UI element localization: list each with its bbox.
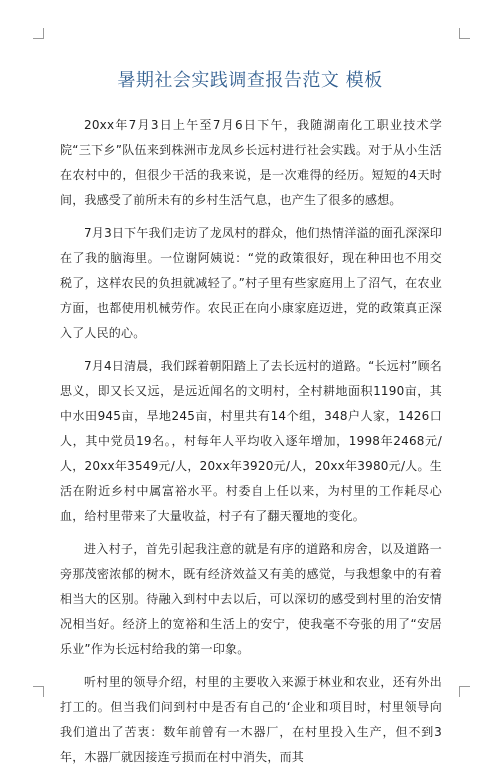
crop-mark-bottom-right xyxy=(459,686,470,697)
document-title: 暑期社会实践调查报告范文 模板 xyxy=(117,70,383,91)
paragraph-3: 7月4日清晨，我们踩着朝阳踏上了去长远村的道路。“长远村”顾名思义，即又长又远，是远近闻名的文明村，全村耕地面积1190亩，其中水田945亩，旱地245亩，村里共有14个组，348户人家，1426口人，其中党员19名。，村每年人平均收入逐年增加，1998年2468元/人，20xx年3549元/人，20xx年3920元/人，20xx年3980元/人。生活在附近乡村中属富裕水平。村委自上任以来，为村里的工作耗尽心血，给村里带来了大量收益，村子有了翻天覆地的变化。 xyxy=(60,359,442,523)
paragraph-2: 7月3日下午我们走访了龙凤村的群众，他们热情洋溢的面孔深深印在了我的脑海里。一位谢阿姨说：“党的政策很好，现在种田也不用交税了，这样农民的负担就减轻了。”村子里有些家庭用上了沼气，在农业方面，也都使用机械劳作。农民正在向小康家庭迈进，党的政策真正深入了人民的心。 xyxy=(60,226,442,340)
crop-mark-top-left xyxy=(33,28,44,39)
paragraph-1: 20xx年7月3日上午至7月6日下午，我随湖南化工职业技术学院“三下乡”队伍来到株洲市龙凤乡长远村进行社会实践。对于从小生活在农村中的，但很少干活的我来说，是一次难得的经历。短短的4天时间，我感受了前所未有的乡村生活气息，也产生了很多的感想。 xyxy=(60,118,442,207)
crop-mark-bottom-left xyxy=(33,686,44,697)
paragraph-5: 听村里的领导介绍，村里的主要收入来源于林业和农业，还有外出打工的。但当我们问到村中是否有自己的‘企业和项目时，村里领导向我们道出了苦衷：数年前曾有一木器厂，在村里投入生产，但不到3年，木器厂就因接连亏损而在村中消失，而其 xyxy=(60,675,442,764)
paragraph-4: 进入村子，首先引起我注意的就是有序的道路和房舍，以及道路一旁那茂密浓郁的树木，既有经济效益又有美的感觉，与我想象中的有着相当大的区别。待融入到村中去以后，可以深切的感受到村里的治安情况相当好。经济上的宽裕和生活上的安宁，使我毫不夸张的用了“安居乐业”作为长远村给我的第一印象。 xyxy=(60,542,442,656)
document-body xyxy=(60,113,442,778)
crop-mark-top-right xyxy=(459,28,470,39)
